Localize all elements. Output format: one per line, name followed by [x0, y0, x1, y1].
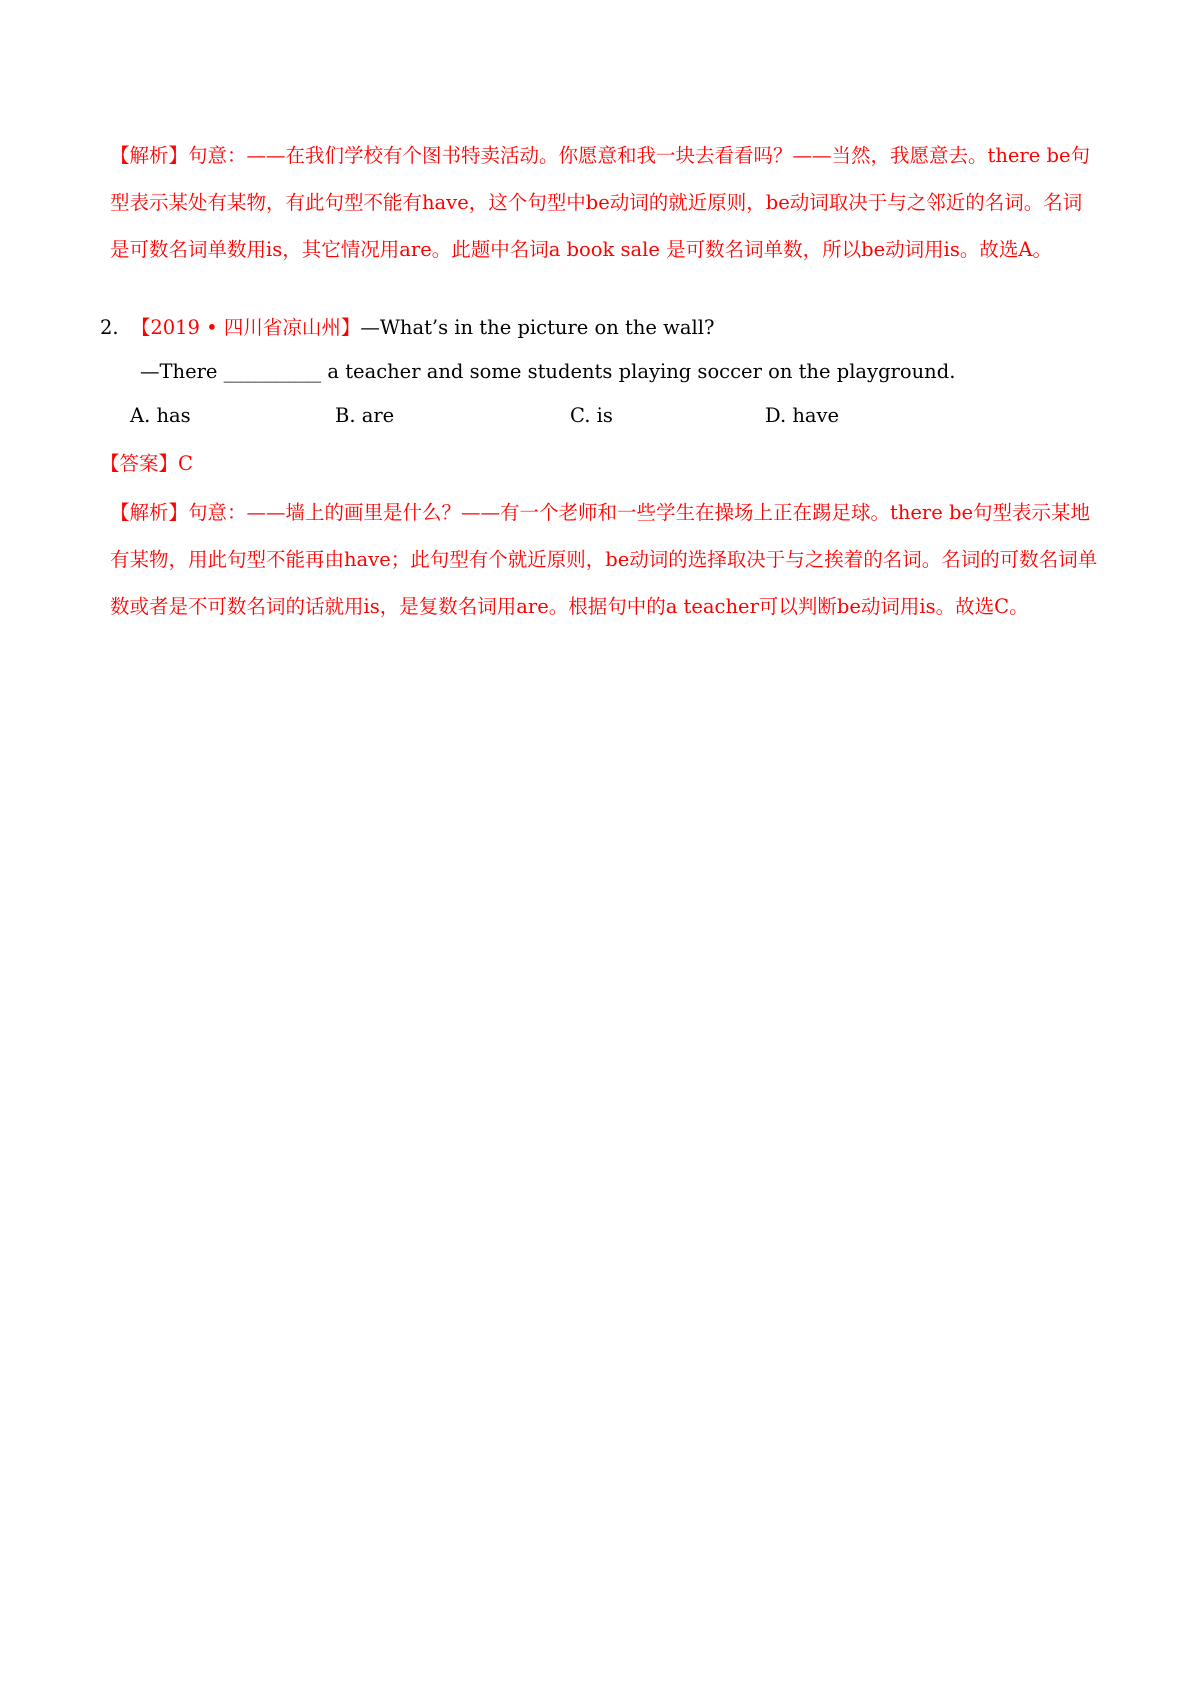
question-number: 2.: [100, 316, 119, 339]
question-2-response-line: —There __________ a teacher and some students playing soccer on the playground.: [140, 360, 956, 383]
answer-label: 【答案】C: [100, 452, 193, 475]
question-source: 【2019 • 四川省凉山州】: [130, 316, 361, 339]
analysis-paragraph-1: 【解析】句意：——在我们学校有个图书特卖活动。你愿意和我一块去看看吗？——当然，我愿意去。there be句型表示某处有某物，有此句型不能有have，这个句型中be动词的就近原则，be动词取决于与之邻近的名词。名词是可数名词单数用is，其它情况用are。此题中名词a book sale 是可数名词单数，所以be动词用is。故选A。: [110, 144, 1091, 261]
option-d: D. have: [765, 404, 840, 427]
question-prompt: —What’s in the picture on the wall?: [360, 316, 715, 339]
option-a: A. has: [130, 404, 191, 427]
option-c: C. is: [570, 404, 613, 427]
analysis-paragraph-2: 【解析】句意：——墙上的画里是什么？——有一个老师和一些学生在操场上正在踢足球。there be句型表示某地有某物，用此句型不能再由have；此句型有个就近原则，be动词的选择取决于与之挨着的名词。名词的可数名词单数或者是不可数名词的话就用is，是复数名词用are。根据句中的a teacher可以判断be动词用is。故选C。: [110, 501, 1098, 618]
option-b: B. are: [335, 404, 395, 427]
question-2-header: [100, 314, 714, 342]
